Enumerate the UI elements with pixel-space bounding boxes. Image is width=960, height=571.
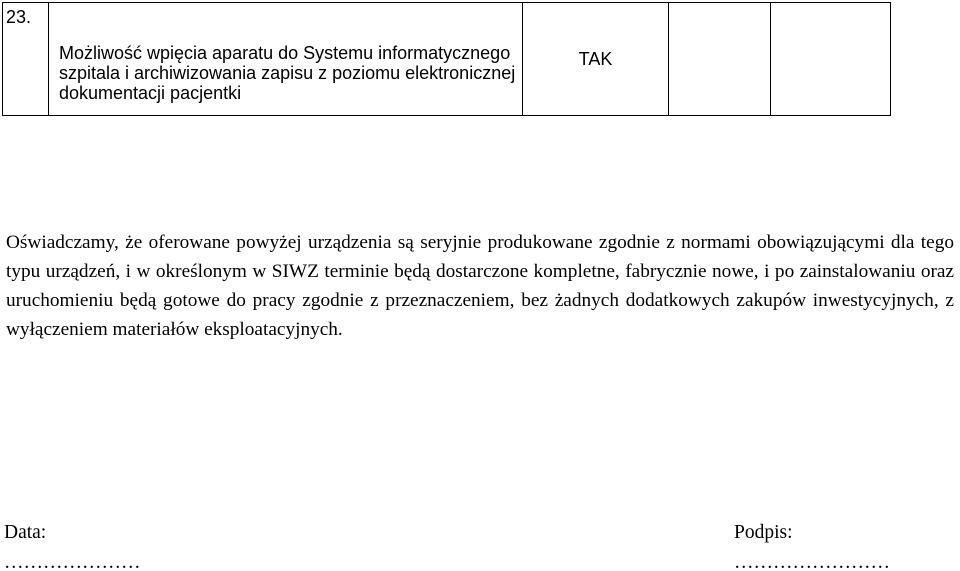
row-number: 23. [6,7,32,27]
empty-cell-offered [669,3,771,116]
required-value-cell [523,3,669,116]
specification-table [2,2,891,116]
row-number-cell [3,3,49,116]
date-label: Data: [4,522,47,543]
table-row [3,3,891,116]
signature-line: …………………… [734,552,890,571]
date-line: ………………… [4,552,141,571]
parameter-description: Możliwość wpięcia aparatu do Systemu informatycznego szpitala i archiwizowania zapisu z poziomu elektronicznej dokumentacji pacjentki [59,43,516,103]
signature-label: Podpis: [734,522,793,543]
description-cell [49,3,523,116]
empty-cell-notes [771,3,891,116]
signature-block [734,518,890,571]
date-block [4,518,141,571]
declaration-statement: Oświadczamy, że oferowane powyżej urządzenia są seryjnie produkowane zgodnie z normami obowiązującymi dla tego typu urządzeń, i w określonym w SIWZ terminie będą dostarczone kompletne, fabrycznie nowe, i po zainstalowaniu oraz uruchomieniu będą gotowe do pracy zgodnie z przeznaczeniem, bez żadnych dodatkowych zakupów inwestycyjnych, z wyłączeniem materiałów eksploatacyjnych. [6,232,954,340]
required-value: TAK [578,49,613,69]
